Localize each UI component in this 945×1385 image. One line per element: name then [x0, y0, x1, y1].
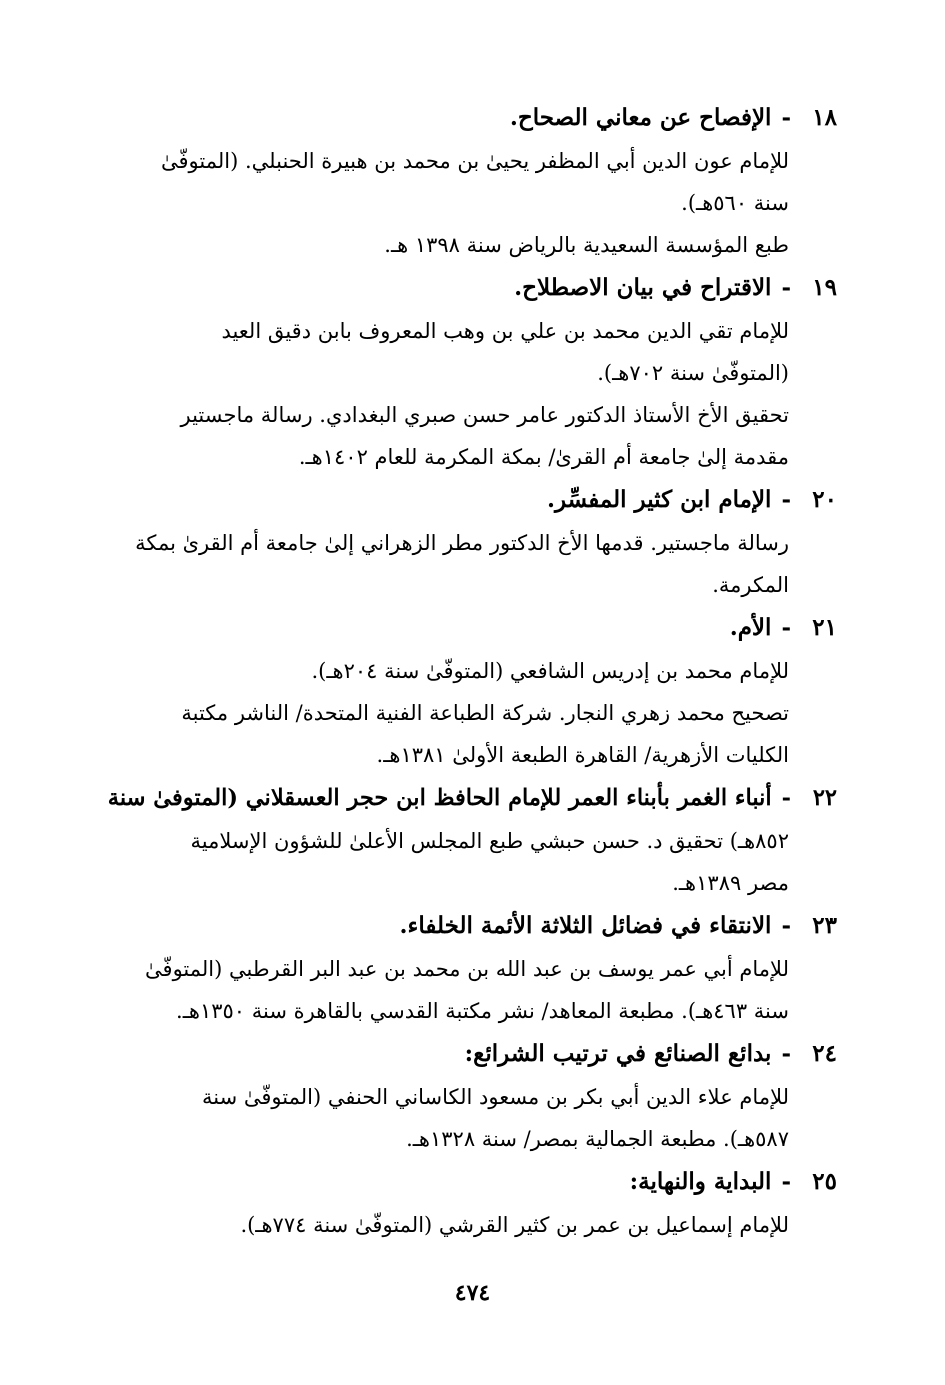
entry-number: ٢٥ [812, 1168, 837, 1195]
entry-number: ١٩ [812, 274, 837, 301]
text-line: ٨٥٢هـ) تحقيق د. حسن حبشي طبع المجلس الأعلىٰ للشؤون الإسلامية [190, 829, 789, 853]
entry-dash: - [781, 486, 791, 513]
entry-number: ٢٣ [812, 912, 837, 939]
entry-paragraph [97, 1204, 789, 1246]
text-line: مقدمة إلىٰ جامعة أم القرىٰ/ بمكة المكرمة للعام ١٤٠٢هـ. [298, 445, 789, 469]
entry-title: بدائع الصنائع في ترتيب الشرائع: [464, 1040, 772, 1067]
entry-number: ٢٠ [812, 486, 837, 513]
bibliography-entry [97, 904, 837, 1032]
text-line: سنة ٤٦٣هـ). مطبعة المعاهد/ نشر مكتبة القدسي بالقاهرة سنة ١٣٥٠هـ. [176, 999, 789, 1023]
text-line: للإمام تقي الدين محمد بن علي بن وهب المعروف بابن دقيق العيد [221, 319, 789, 343]
bibliography-entry [97, 478, 837, 606]
text-line: تحقيق الأخ الأستاذ الدكتور عامر حسن صبري البغدادي. رسالة ماجستير [180, 403, 789, 427]
text-line: المكرمة. [712, 573, 789, 597]
bibliography-entry [97, 776, 837, 904]
entry-number: ٢١ [812, 614, 837, 641]
entry-dash: - [781, 104, 791, 131]
entry-paragraph [97, 692, 789, 776]
entry-heading [97, 96, 837, 140]
bibliography-entry [97, 606, 837, 776]
entry-paragraph [97, 310, 789, 394]
bibliography-entry [97, 96, 837, 266]
text-line: سنة ٥٦٠هـ). [681, 191, 789, 215]
entry-heading [97, 776, 837, 820]
text-line: للإمام إسماعيل بن عمر بن كثير القرشي (المتوفّىٰ سنة ٧٧٤هـ). [240, 1213, 789, 1237]
entry-paragraph [97, 1076, 789, 1160]
text-line: رسالة ماجستير. قدمها الأخ الدكتور مطر الزهراني إلىٰ جامعة أم القرىٰ بمكة [135, 531, 789, 555]
entry-title: الإمام ابن كثير المفسِّر. [546, 486, 772, 513]
entry-number: ٢٤ [812, 1040, 837, 1067]
entry-dash: - [781, 614, 791, 641]
text-line: (المتوفّىٰ سنة ٧٠٢هـ). [597, 361, 789, 385]
bibliography-entry [97, 266, 837, 478]
text-line: للإمام علاء الدين أبي بكر بن مسعود الكاساني الحنفي (المتوفّىٰ سنة [201, 1085, 789, 1109]
entry-number: ١٨ [812, 104, 837, 131]
entry-heading [97, 1160, 837, 1204]
entry-dash: - [781, 912, 791, 939]
entry-title: الانتقاء في فضائل الثلاثة الأئمة الخلفاء. [399, 912, 772, 939]
text-line: للإمام عون الدين أبي المظفر يحيىٰ بن محمد بن هبيرة الحنبلي. (المتوفّىٰ [161, 149, 789, 173]
entry-paragraph [97, 820, 789, 904]
entry-number: ٢٢ [812, 785, 837, 811]
entry-dash: - [781, 785, 791, 811]
entry-heading [97, 904, 837, 948]
entry-paragraph [97, 394, 789, 478]
entry-dash: - [781, 1168, 791, 1195]
entry-heading [97, 606, 837, 650]
bibliography-entry [97, 1032, 837, 1160]
entry-heading [97, 266, 837, 310]
entry-paragraph [97, 224, 789, 266]
text-line: للإمام محمد بن إدريس الشافعي (المتوفّىٰ سنة ٢٠٤هـ). [311, 659, 789, 683]
text-line: الكليات الأزهرية/ القاهرة الطبعة الأولىٰ ١٣٨١هـ. [376, 743, 789, 767]
entry-dash: - [781, 1040, 791, 1067]
text-line: تصحيح محمد زهري النجار. شركة الطباعة الفنية المتحدة/ الناشر مكتبة [181, 701, 789, 725]
entry-heading [97, 478, 837, 522]
entry-title: الإفصاح عن معاني الصحاح. [509, 104, 772, 131]
entry-title: أنباء الغمر بأبناء العمر للإمام الحافظ ابن حجر العسقلاني (المتوفىٰ سنة [107, 785, 772, 811]
entry-paragraph [97, 650, 789, 692]
entry-paragraph [97, 948, 789, 1032]
entry-paragraph [97, 140, 789, 224]
bibliography-entry [97, 1160, 837, 1246]
text-line: ٥٨٧هـ). مطبعة الجمالية بمصر/ سنة ١٣٢٨هـ. [406, 1127, 789, 1151]
bibliography-list [97, 96, 837, 1246]
text-line: مصر ١٣٨٩هـ. [672, 871, 789, 895]
entry-title: البداية والنهاية: [629, 1168, 772, 1195]
text-line: للإمام أبي عمر يوسف بن عبد الله بن محمد بن عبد البر القرطبي (المتوفّىٰ [145, 957, 789, 981]
entry-heading [97, 1032, 837, 1076]
page-number: ٤٧٤ [454, 1280, 491, 1306]
text-line: طبع المؤسسة السعيدية بالرياض سنة ١٣٩٨ هـ. [384, 233, 789, 257]
entry-paragraph [97, 522, 789, 606]
entry-title: الأم. [729, 614, 772, 641]
entry-title: الاقتراح في بيان الاصطلاح. [514, 274, 772, 301]
entry-dash: - [781, 274, 791, 301]
